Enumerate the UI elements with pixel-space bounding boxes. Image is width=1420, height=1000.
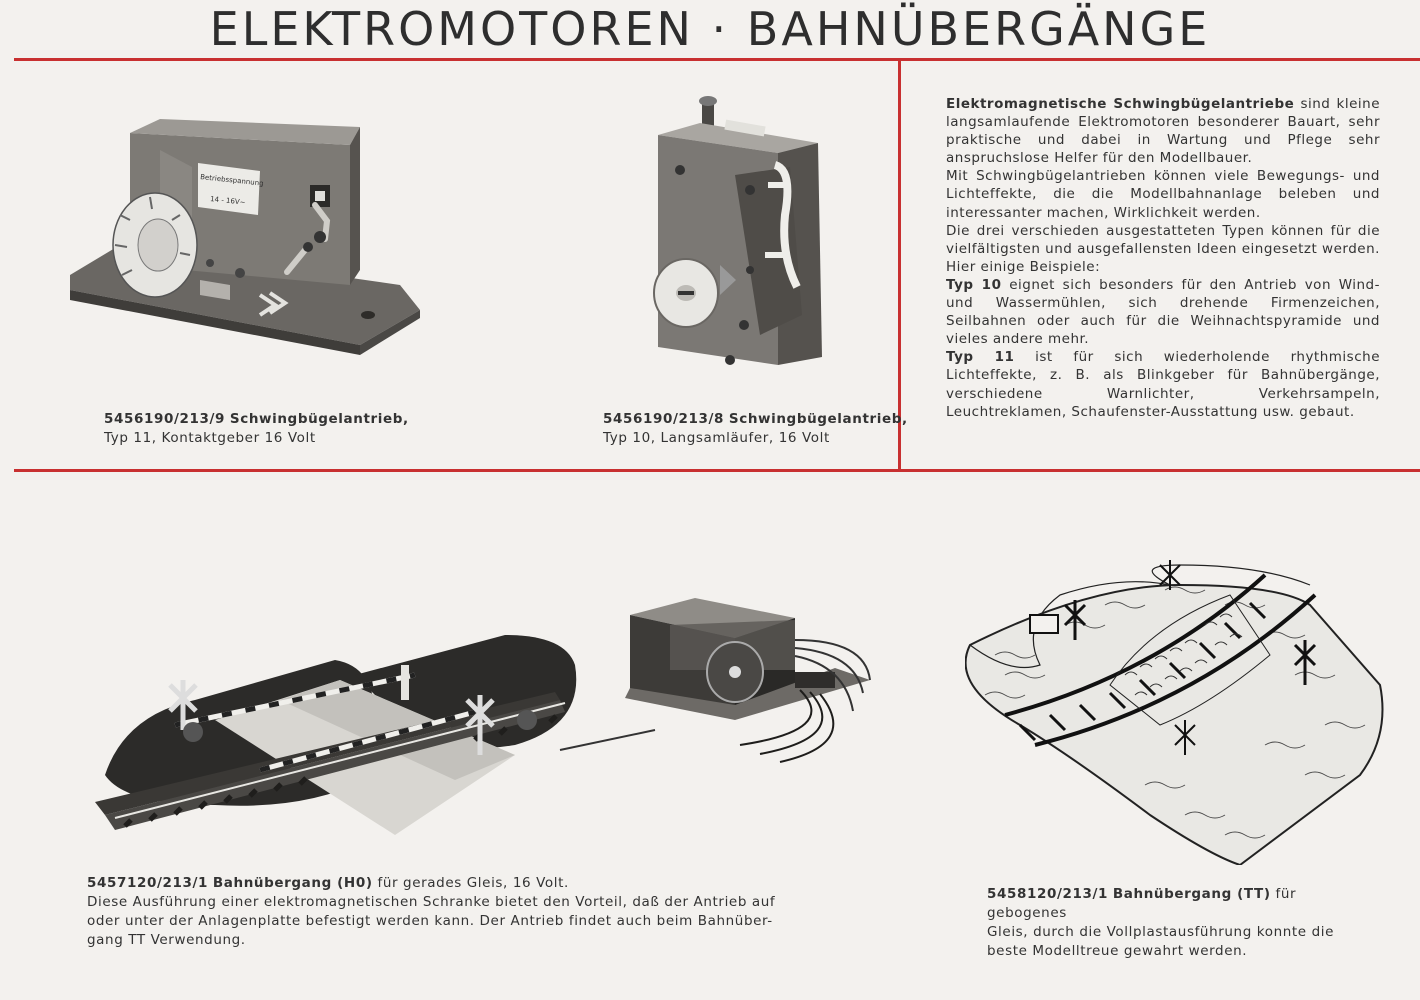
product-b-detail: Typ 10, Langsamläufer, 16 Volt (603, 430, 830, 446)
product-c-name: Bahnübergang (H0) (212, 875, 373, 891)
product-d-name: Bahnübergang (TT) (1112, 886, 1271, 902)
product-d-line2: Gleis, durch die Vollplastausführung konnte die (987, 924, 1334, 940)
description-p1-rest: sind kleine langsamlaufende Elektromotoren besonderer Bauart, sehr praktische und dabei in Wartung und Pflege sehr anspruchslose Helfer für den Modellbauer. (946, 96, 1380, 167)
typ11-text: ist für sich wiederholende rhythmische Lichteffekte, z. B. als Blinkgeber für Bahnübergänge, verschiedene Warnlichter, Verkehrsampeln, Leuchtreklamen, Schaufenster-Ausstattung usw. gebaut. (946, 349, 1380, 420)
page-title: ELEKTROMOTOREN · BAHNÜBERGÄNGE (209, 2, 1211, 56)
motor-typ10-illustration (640, 95, 850, 390)
description-text (946, 95, 1380, 421)
product-c-line4: gang TT Verwendung. (87, 932, 246, 948)
product-a-code: 5456190/213/9 (104, 411, 225, 427)
description-paragraph-1 (946, 95, 1380, 167)
product-a-detail: Typ 11, Kontaktgeber 16 Volt (104, 430, 316, 446)
typ10-label: Typ 10 (946, 276, 1002, 293)
motor-label-line1: Betriebsspannung (199, 173, 264, 188)
level-crossing-tt-illustration (965, 545, 1395, 865)
description-paragraph-3: Die drei verschieden ausgestatteten Typen können für die vielfältigsten und ausgefallensten Ideen eingesetzt werden. (946, 222, 1380, 257)
description-paragraph-4: Hier einige Beispiele: (946, 258, 1101, 275)
description-p1-bold: Elektromagnetische Schwingbügelantriebe (946, 96, 1295, 112)
product-a-caption (104, 410, 409, 448)
product-c-line3: oder unter der Anlagenplatte befestigt werden kann. Der Antrieb findet auch beim Bahnüber- (87, 913, 773, 929)
product-c-caption (87, 874, 847, 950)
top-rule (14, 58, 1420, 61)
motor-label-line2: 14 - 16V~ (209, 195, 246, 207)
product-d-rest: für gebogenes (987, 886, 1297, 921)
product-a-name: Schwingbügelantrieb, (229, 411, 409, 427)
product-d-line3: beste Modelltreue gewahrt werden. (987, 943, 1248, 959)
product-b-name: Schwingbügelantrieb, (728, 411, 908, 427)
level-crossing-h0-illustration (95, 580, 885, 850)
product-d-caption (987, 885, 1367, 961)
description-paragraph-2: Mit Schwingbügelantrieben können viele Bewegungs- und Lichteffekte, die die Modellbahnanlage beleben und interessanter machen, Wirklichkeit werden. (946, 168, 1380, 221)
description-typ10 (946, 276, 1380, 348)
middle-rule (14, 469, 1420, 472)
product-b-code: 5456190/213/8 (603, 411, 724, 427)
product-d-code: 5458120/213/1 (987, 886, 1108, 902)
product-c-code: 5457120/213/1 (87, 875, 208, 891)
description-typ11 (946, 348, 1380, 420)
motor-typ11-illustration (60, 105, 430, 365)
column-divider (898, 60, 901, 470)
product-c-line2: Diese Ausführung einer elektromagnetischen Schranke bietet den Vorteil, daß der Antrieb auf (87, 894, 776, 910)
typ10-text: eignet sich besonders für den Antrieb von Wind- und Wassermühlen, sich drehende Firmenzeichen, Seilbahnen oder auch für die Weihnachtspyramide und vieles andere mehr. (946, 276, 1381, 348)
product-b-caption (603, 410, 908, 448)
typ11-label: Typ 11 (946, 349, 1015, 366)
product-c-rest: für gerades Gleis, 16 Volt. (372, 875, 569, 891)
